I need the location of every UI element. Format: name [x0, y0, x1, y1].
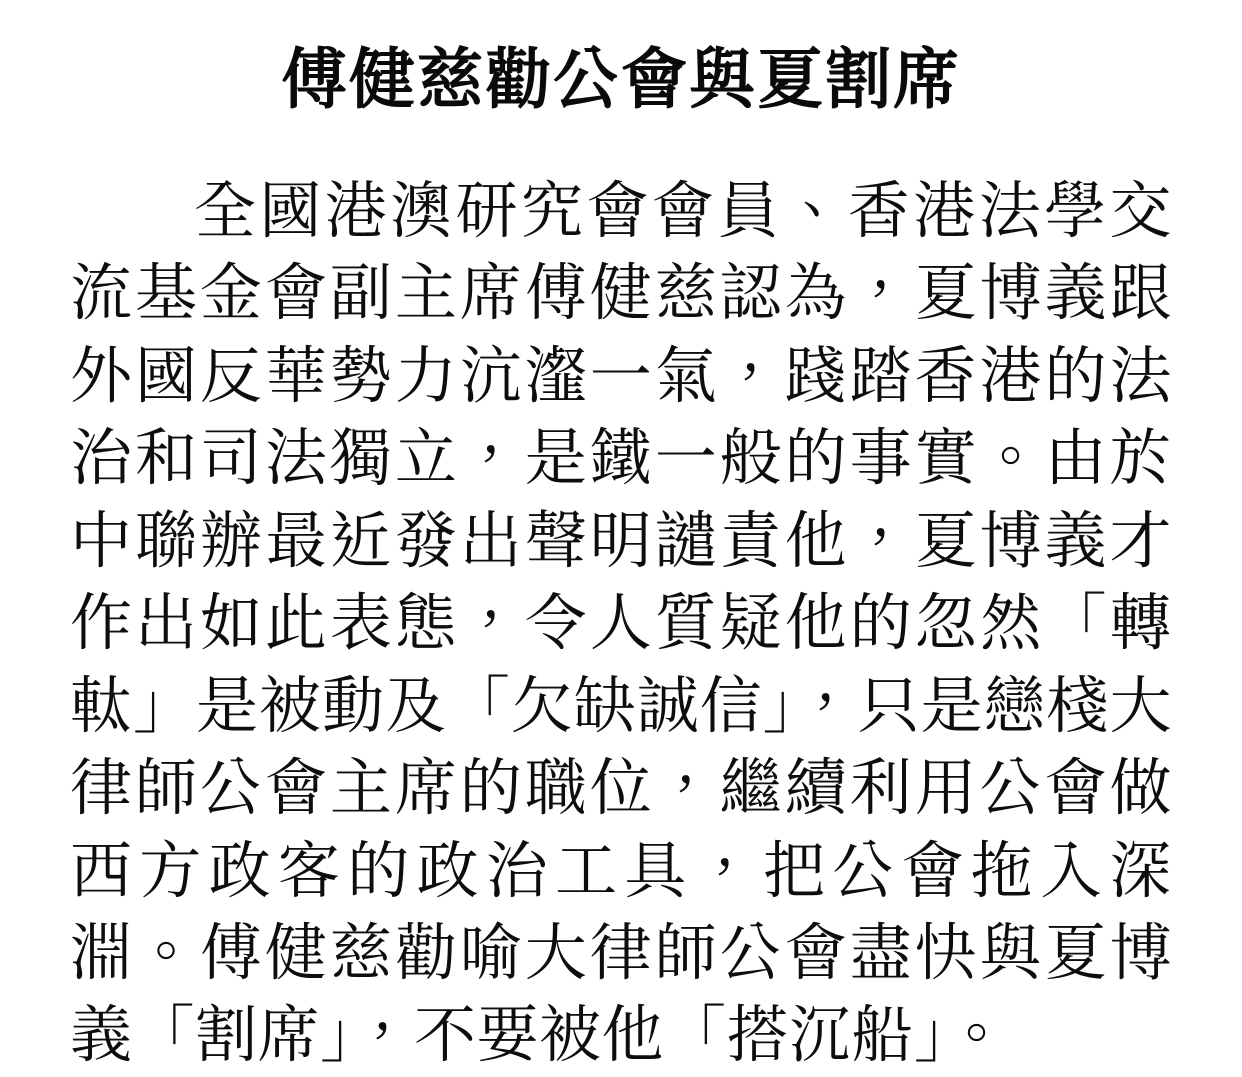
- article-body: [70, 170, 1172, 1077]
- body-paragraph: 全國港澳研究會會員、香港法學交流基金會副主席傅健慈認為，夏博義跟外國反華勢力沆瀣一氣，踐踏香港的法治和司法獨立，是鐵一般的事實。由於中聯辦最近發出聲明譴責他，夏博義才作出如此表態，令人質疑他的忽然「轉軚」是被動及「欠缺誠信」，只是戀棧大律師公會主席的職位，繼續利用公會做西方政客的政治工具，把公會拖入深淵。傅健慈勸喻大律師公會盡快與夏博義「割席」，不要被他「搭沉船」。: [70, 173, 1172, 1072]
- page-title: 傅健慈勸公會與夏割席: [281, 41, 961, 118]
